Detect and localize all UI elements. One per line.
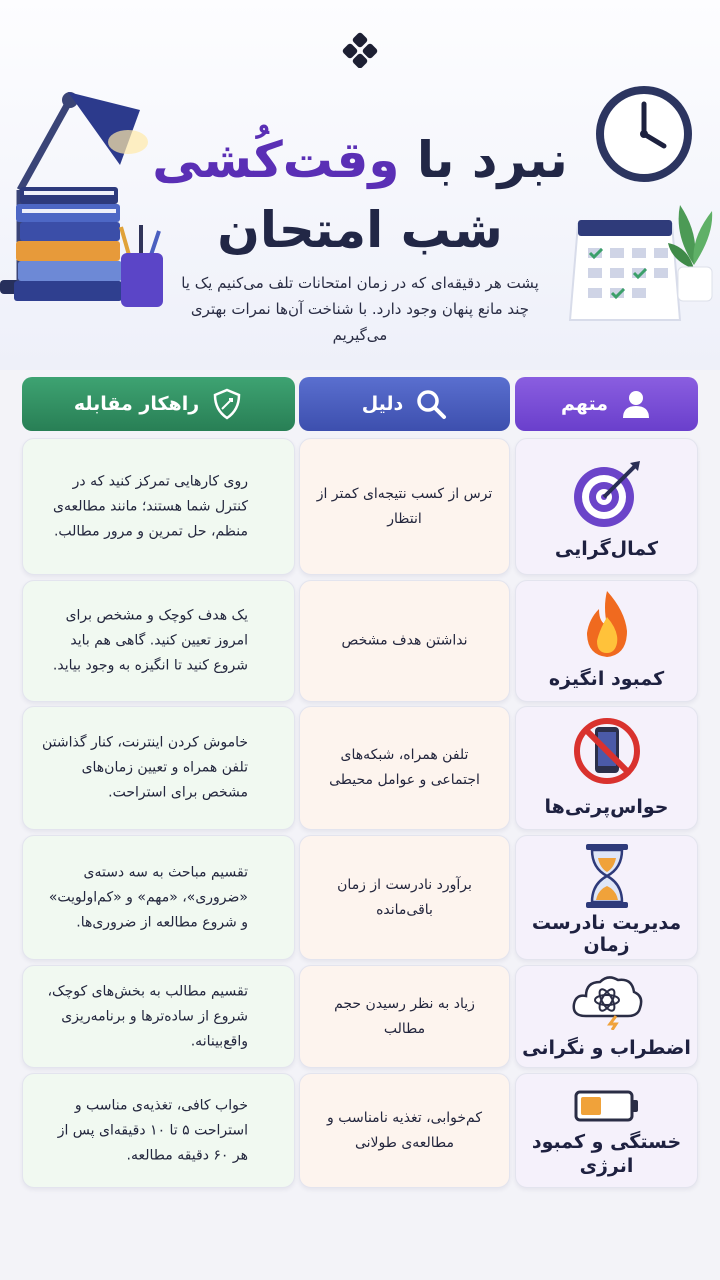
- low-battery-icon: [574, 1090, 640, 1122]
- row-2-solution-cell: [22, 580, 295, 702]
- row-5-suspect-label: اضطراب و نگرانی: [522, 1037, 691, 1059]
- column-header-suspect: [515, 377, 698, 431]
- hourglass-icon: [584, 844, 630, 908]
- row-4-reason-text: برآورد نادرست از زمان باقی‌مانده: [337, 876, 472, 918]
- column-header-reason-label: دلیل: [361, 393, 404, 415]
- person-icon: [620, 388, 652, 420]
- row-1-reason-cell: [299, 438, 510, 575]
- row-5-suspect-cell: [515, 965, 698, 1068]
- page-title-line1: [140, 130, 580, 190]
- books-stack-icon: [12, 185, 127, 305]
- row-3-solution-cell: [22, 706, 295, 830]
- column-header-reason: [299, 377, 510, 431]
- row-6-solution-cell: [22, 1073, 295, 1188]
- row-5-reason-cell: [299, 965, 510, 1068]
- row-3-reason-cell: [299, 706, 510, 830]
- page-title-line2: شب امتحان: [217, 201, 503, 259]
- title-part1: نبرد با: [416, 131, 568, 189]
- row-5-reason-text: زیاد به نظر رسیدن حجم مطالب: [334, 995, 475, 1037]
- shield-icon: [211, 388, 243, 420]
- row-6-solution-text: خواب کافی، تغذیه‌ی مناسب و استراحت ۵ تا ۱۰ دقیقه‌ای پس از هر ۶۰ دقیقه مطالعه.: [57, 1097, 248, 1163]
- anxious-cloud-icon: [570, 972, 644, 1030]
- column-header-suspect-label: متهم: [561, 393, 608, 415]
- row-1-solution-cell: [22, 438, 295, 575]
- row-4-solution-cell: [22, 835, 295, 960]
- column-header-solution: [22, 377, 295, 431]
- plant-icon: [668, 195, 720, 305]
- row-6-reason-text: کم‌خوابی، تغذیه نامناسب و مطالعه‌ی طولانی: [327, 1109, 482, 1151]
- row-6-reason-cell: [299, 1073, 510, 1188]
- row-4-suspect-cell: [515, 835, 698, 960]
- hero-section: [0, 0, 720, 370]
- row-1-solution-text: روی کارهایی تمرکز کنید که در کنترل شما هستند؛ مانند مطالعه‌ی منظم، حل تمرین و مرور مطالب.: [53, 473, 248, 539]
- row-4-reason-cell: [299, 835, 510, 960]
- row-2-reason-text: نداشتن هدف مشخص: [341, 632, 468, 649]
- row-2-suspect-label: کمبود انگیزه: [548, 668, 665, 690]
- no-phone-icon: [573, 717, 641, 785]
- row-4-suspect-label: مدیریت نادرست زمان: [531, 912, 682, 956]
- row-3-suspect-label: حواس‌پرتی‌ها: [544, 796, 669, 818]
- row-3-solution-text: خاموش کردن اینترنت، کنار گذاشتن تلفن همراه و تعیین زمان‌های مشخص برای استراحت.: [41, 734, 248, 801]
- target-icon: [572, 459, 642, 529]
- row-6-suspect-cell: [515, 1073, 698, 1188]
- column-header-solution-label: راهکار مقابله: [73, 393, 200, 415]
- fire-icon: [577, 589, 637, 659]
- row-1-suspect-label: کمال‌گرایی: [554, 538, 659, 560]
- row-5-solution-text: تقسیم مطالب به بخش‌های کوچک، شروع از ساده‌ترها و برنامه‌ریزی واقع‌بینانه.: [47, 983, 248, 1049]
- row-1-suspect-cell: [515, 438, 698, 575]
- row-3-reason-text: تلفن همراه، شبکه‌های اجتماعی و عوامل محیطی: [329, 747, 480, 788]
- wall-clock-icon: [592, 82, 696, 186]
- brand-logo-icon: [342, 32, 378, 68]
- row-6-suspect-label: خستگی و کمبود انرژی: [531, 1131, 682, 1177]
- row-2-suspect-cell: [515, 580, 698, 702]
- row-3-suspect-cell: [515, 706, 698, 830]
- row-1-reason-text: ترس از کسب نتیجه‌ای کمتر از انتظار: [316, 485, 493, 527]
- row-4-solution-text: تقسیم مباحث به سه دسته‌ی «ضروری»، «مهم» و «کم‌اولویت» و شروع مطالعه از ضروری‌ها.: [48, 864, 248, 930]
- row-5-solution-cell: [22, 965, 295, 1068]
- intro-text: پشت هر دقیقه‌ای که در زمان امتحانات تلف می‌کنیم یک یا چند مانع پنهان وجود دارد. با شناخت آن‌ها نمرات بهتری می‌گیریم: [181, 274, 539, 344]
- search-icon: [415, 388, 447, 420]
- title-accent: وقت‌کُشی: [152, 131, 400, 189]
- row-2-reason-cell: [299, 580, 510, 702]
- row-2-solution-text: یک هدف کوچک و مشخص برای امروز تعیین کنید. گاهی هم باید شروع کنید تا انگیزه به وجود بیاید.: [52, 607, 248, 674]
